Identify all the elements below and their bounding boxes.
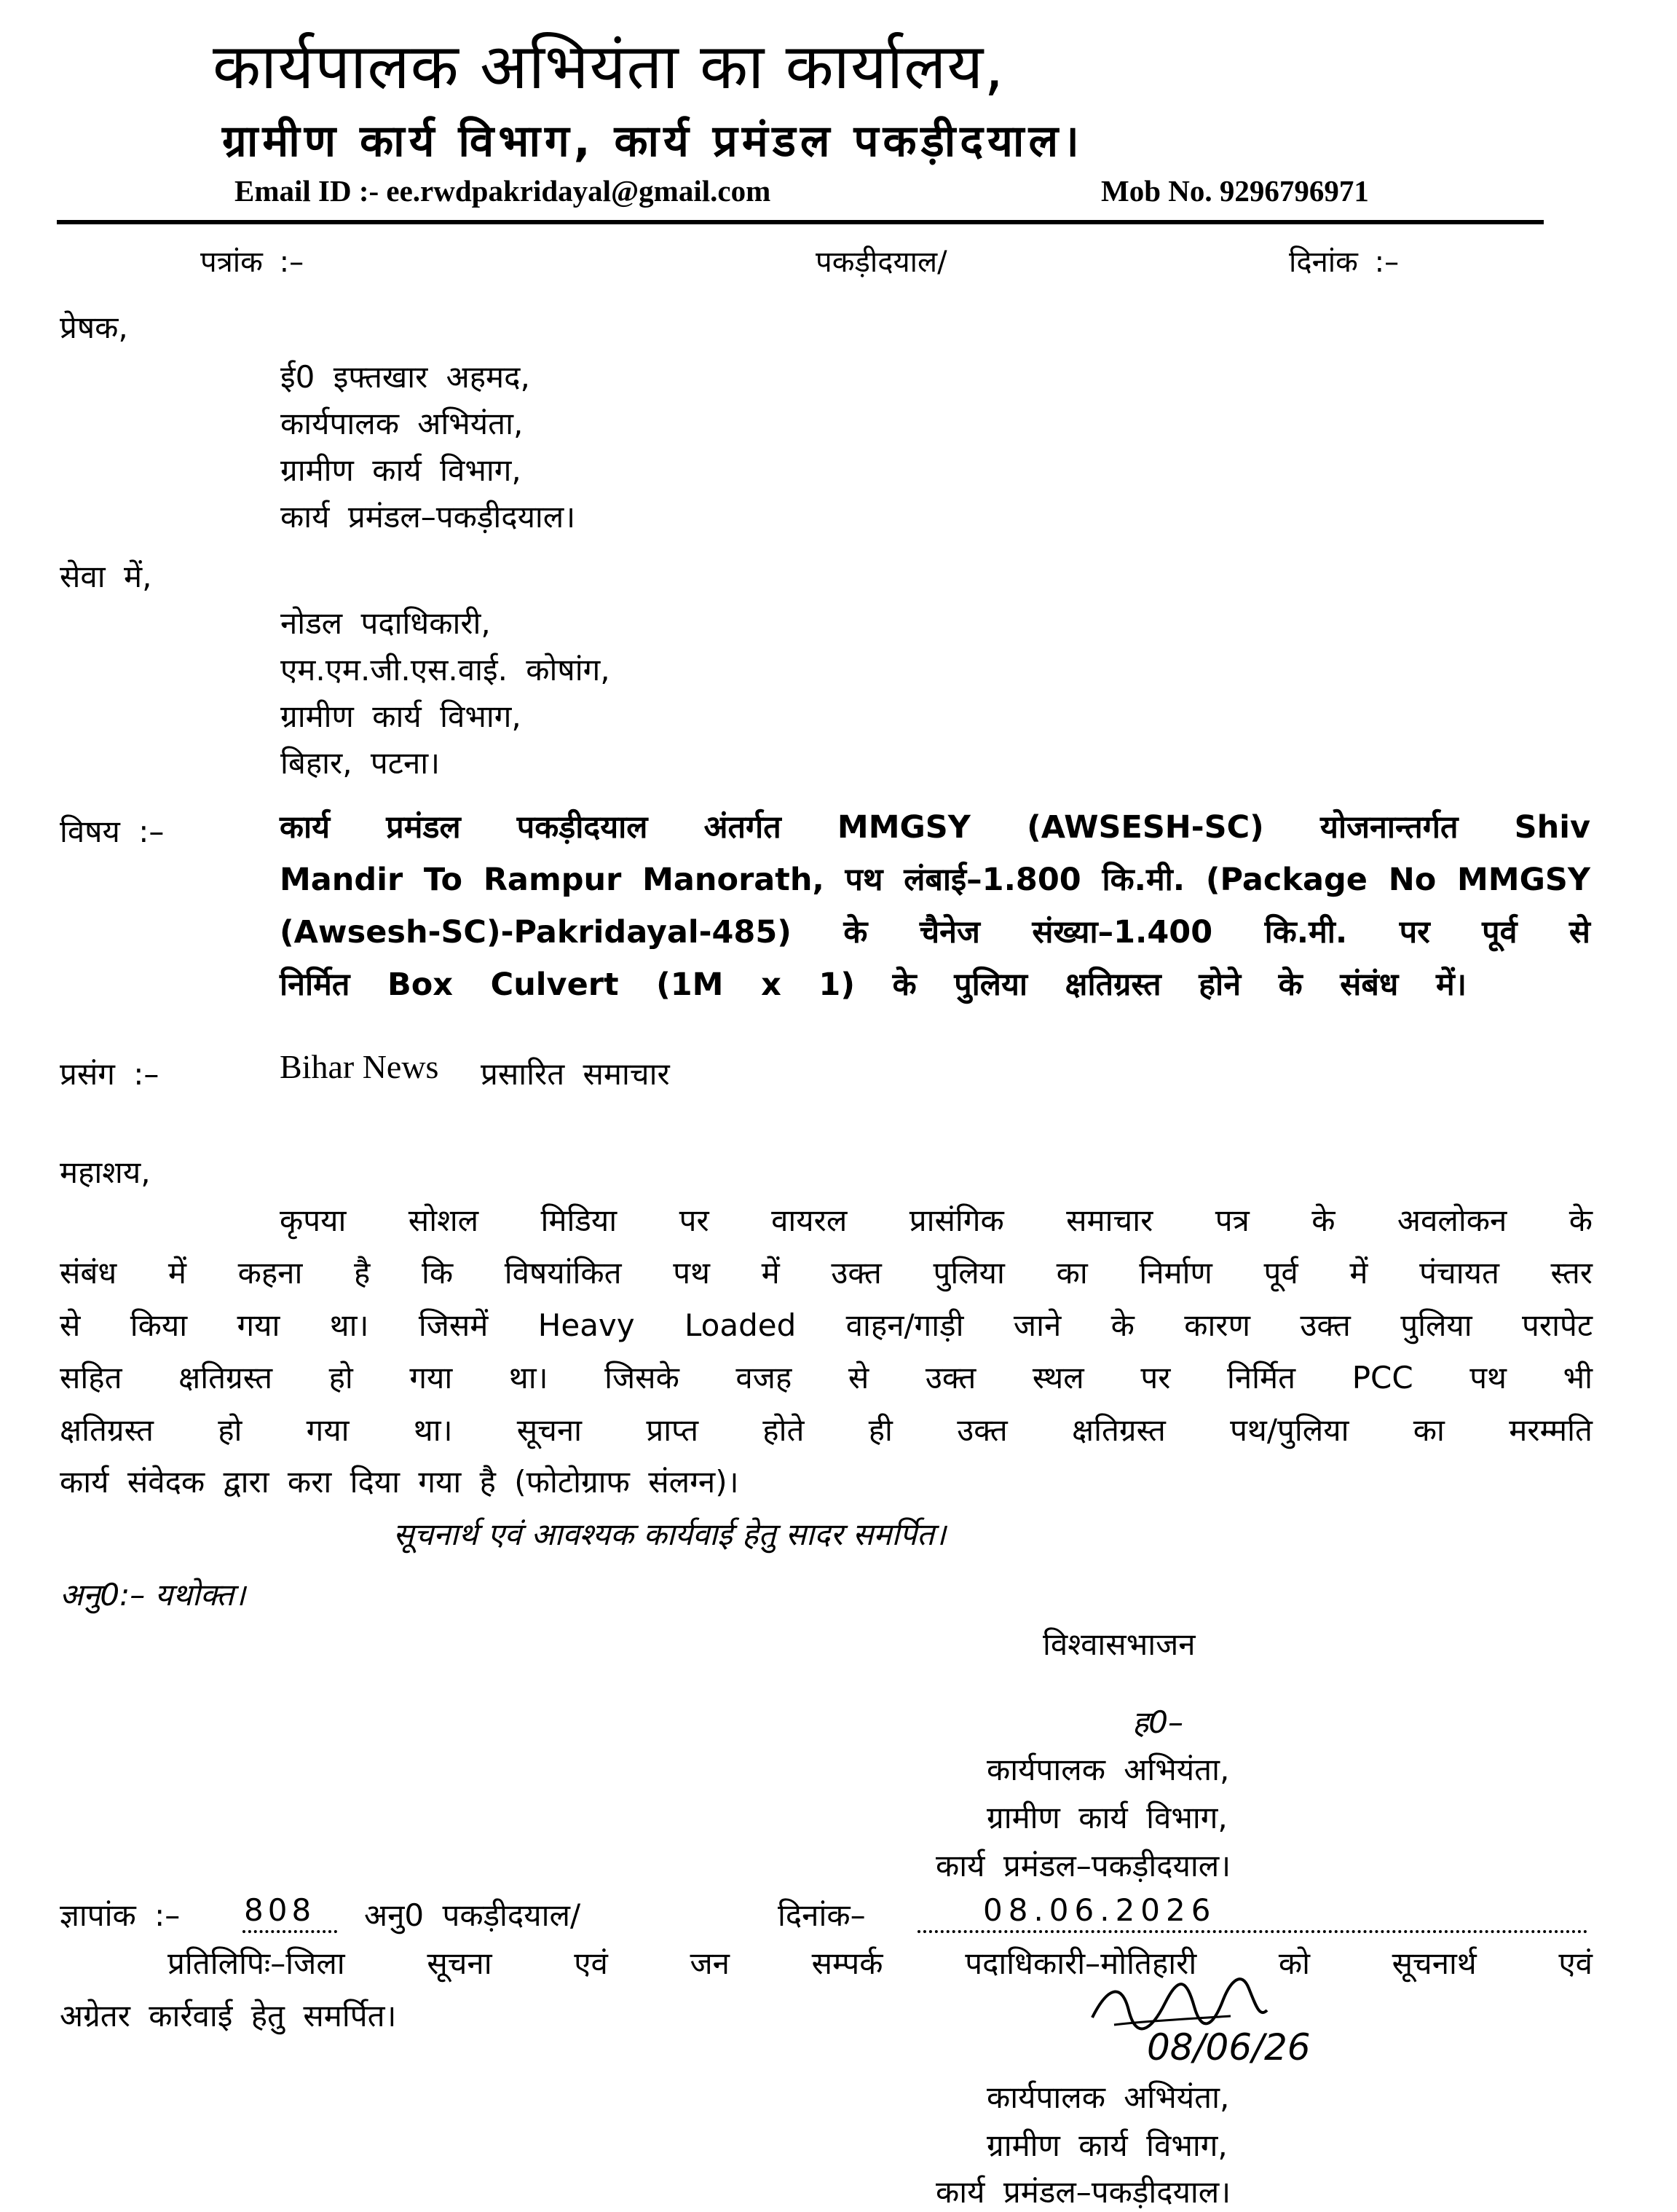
body-line: से किया गया था। जिसमें Heavy Loaded वाहन/गाड़ी जाने के कारण उक्त पुलिया परापेट <box>60 1307 1593 1343</box>
subject-line: Mandir To Rampur Manorath, पथ लंबाई–1.800 कि.मी. (Package No MMGSY <box>280 862 1590 898</box>
final-signature-line: कार्यपालक अभियंता, <box>987 2079 1230 2115</box>
department-name: ग्रामीण कार्य विभाग, कार्य प्रमंडल पकड़ीदयाल। <box>222 116 1084 167</box>
body-line: क्षतिग्रस्त हो गया था। सूचना प्राप्त होते ही उक्त क्षतिग्रस्त पथ/पुलिया का मरम्मति <box>60 1412 1593 1448</box>
subject-line: (Awsesh-SC)-Pakridayal-485) के चैनेज संख्या–1.400 कि.मी. पर पूर्व से <box>280 914 1590 950</box>
sender-line: कार्यपालक अभियंता, <box>280 406 524 441</box>
patrank-label: पत्रांक :– <box>200 245 304 279</box>
signature-line: ग्रामीण कार्य विभाग, <box>987 1800 1228 1835</box>
memo-label: ज्ञापांक :– <box>60 1897 181 1933</box>
handwritten-date: 08/06/26 <box>1147 2026 1311 2069</box>
sender-label: प्रेषक, <box>60 310 128 345</box>
reference-text: प्रसारित समाचार <box>481 1056 670 1092</box>
salutation: महाशय, <box>60 1154 151 1190</box>
closing: विश्वासभाजन <box>1043 1626 1196 1662</box>
mobile-number: Mob No. 9296796971 <box>1101 174 1369 208</box>
body-line: कृपया सोशल मिडिया पर वायरल प्रासंगिक समाचार पत्र के अवलोकन के <box>280 1203 1593 1238</box>
recipient-line: नोडल पदाधिकारी, <box>280 605 491 641</box>
signature-line: कार्य प्रमंडल–पकड़ीदयाल। <box>936 1848 1231 1884</box>
copy-line-last: अग्रेतर कार्रवाई हेतु समर्पित। <box>60 1998 397 2034</box>
reference-news: Bihar News <box>280 1048 439 1085</box>
memo-number-dots <box>242 1930 337 1933</box>
signature-line: कार्यपालक अभियंता, <box>987 1752 1230 1787</box>
subject-label: विषय :– <box>60 814 165 849</box>
recipient-line: ग्रामीण कार्य विभाग, <box>280 698 521 734</box>
body-line: सहित क्षतिग्रस्त हो गया था। जिसके वजह से उक्त स्थल पर निर्मित PCC पथ भी <box>60 1360 1593 1396</box>
final-signature-line: कार्य प्रमंडल–पकड़ीदयाल। <box>936 2174 1231 2210</box>
sender-line: कार्य प्रमंडल–पकड़ीदयाल। <box>280 499 576 535</box>
office-title: कार्यपालक अभियंता का कार्यालय, <box>213 31 1005 103</box>
sender-line: ई0 इफ्तखार अहमद, <box>280 359 530 395</box>
submission-line: सूचनार्थ एवं आवश्यक कार्यवाई हेतु सादर समर्पित। <box>393 1516 946 1552</box>
memo-number: 808 <box>244 1892 316 1928</box>
sd-mark: ह0– <box>1132 1704 1184 1740</box>
subject-line: निर्मित Box Culvert (1M x 1) के पुलिया क्षतिग्रस्त होने के संबंध में। <box>280 967 1467 1003</box>
sender-line: ग्रामीण कार्य विभाग, <box>280 452 521 488</box>
final-signature-line: ग्रामीण कार्य विभाग, <box>987 2128 1228 2163</box>
date-label: दिनांक :– <box>1289 245 1400 279</box>
reference-label: प्रसंग :– <box>60 1056 159 1092</box>
header-rule <box>57 220 1544 224</box>
subject-line: कार्य प्रमंडल पकड़ीदयाल अंतर्गत MMGSY (AWSESH-SC) योजनान्तर्गत Shiv <box>280 809 1590 846</box>
memo-date: 08.06.2026 <box>983 1892 1217 1928</box>
memo-anu: अनु0 पकड़ीदयाल/ <box>364 1897 581 1933</box>
memo-date-label: दिनांक– <box>778 1897 866 1933</box>
recipient-line: एम.एम.जी.एस.वाई. कोषांग, <box>280 652 610 688</box>
recipient-label: सेवा में, <box>60 559 152 594</box>
memo-date-dots <box>918 1930 1587 1933</box>
enclosure: अनु0:– यथोक्त। <box>60 1577 246 1613</box>
body-line-last: कार्य संवेदक द्वारा करा दिया गया है (फोटोग्राफ संलग्न)। <box>60 1464 739 1500</box>
place-label: पकड़ीदयाल/ <box>816 245 947 279</box>
body-line: संबंध में कहना है कि विषयांकित पथ में उक्त पुलिया का निर्माण पूर्व में पंचायत स्तर <box>60 1255 1593 1291</box>
copy-line: प्रतिलिपिः–जिला सूचना एवं जन सम्पर्क पदाधिकारी–मोतिहारी को सूचनार्थ एवं <box>167 1945 1593 1981</box>
recipient-line: बिहार, पटना। <box>280 745 441 781</box>
email-id: Email ID :- ee.rwdpakridayal@gmail.com <box>234 174 771 208</box>
